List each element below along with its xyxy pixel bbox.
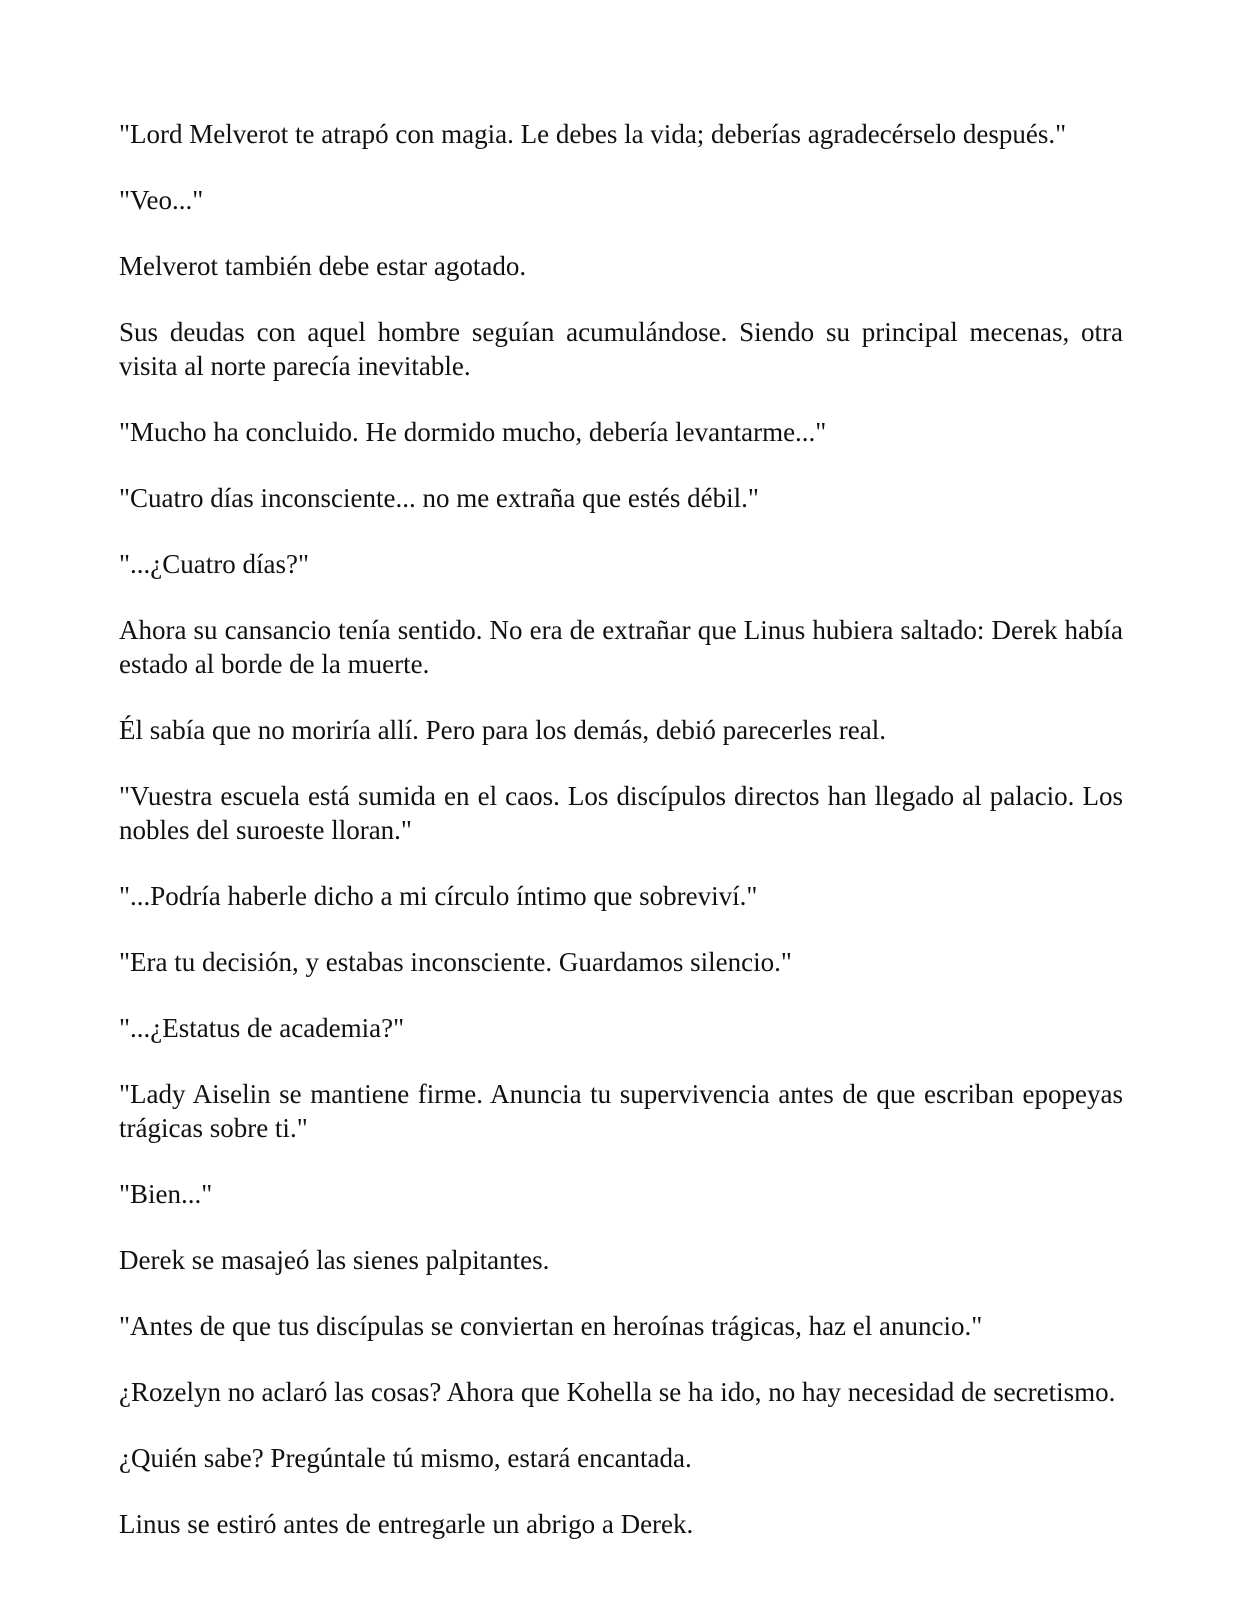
paragraph: "...¿Cuatro días?" [119, 549, 309, 579]
paragraph: "Vuestra escuela está sumida en el caos. Los discípulos directos han llegado al palacio. Los nobles del suroeste lloran." [119, 781, 1123, 845]
paragraph: "Veo..." [119, 185, 204, 215]
paragraph: "Lady Aiselin se mantiene firme. Anuncia tu supervivencia antes de que escriban epopeyas trágicas sobre ti." [119, 1079, 1123, 1143]
paragraph: "Era tu decisión, y estabas inconsciente. Guardamos silencio." [119, 947, 792, 977]
paragraph: "Mucho ha concluido. He dormido mucho, debería levantarme..." [119, 417, 827, 447]
paragraph: "Cuatro días inconsciente... no me extraña que estés débil." [119, 483, 759, 513]
paragraph: "Antes de que tus discípulas se conviertan en heroínas trágicas, haz el anuncio." [119, 1311, 983, 1341]
paragraph: Melverot también debe estar agotado. [119, 251, 527, 281]
paragraph: ¿Quién sabe? Pregúntale tú mismo, estará encantada. [119, 1443, 692, 1473]
paragraph: Linus se estiró antes de entregarle un abrigo a Derek. [119, 1509, 694, 1539]
paragraph: "...¿Estatus de academia?" [119, 1013, 405, 1043]
body-text [119, 117, 1123, 1573]
paragraph: "Lord Melverot te atrapó con magia. Le debes la vida; deberías agradecérselo después." [119, 119, 1067, 149]
paragraph: "...Podría haberle dicho a mi círculo íntimo que sobreviví." [119, 881, 758, 911]
paragraph: Ahora su cansancio tenía sentido. No era de extrañar que Linus hubiera saltado: Derek había estado al borde de la muerte. [119, 615, 1123, 679]
paragraph: Él sabía que no moriría allí. Pero para los demás, debió parecerles real. [119, 715, 886, 745]
paragraph: Sus deudas con aquel hombre seguían acumulándose. Siendo su principal mecenas, otra visita al norte parecía inevitable. [119, 317, 1123, 381]
paragraph: "Bien..." [119, 1179, 213, 1209]
paragraph: ¿Rozelyn no aclaró las cosas? Ahora que Kohella se ha ido, no hay necesidad de secretismo. [119, 1377, 1116, 1407]
paragraph: Derek se masajeó las sienes palpitantes. [119, 1245, 550, 1275]
